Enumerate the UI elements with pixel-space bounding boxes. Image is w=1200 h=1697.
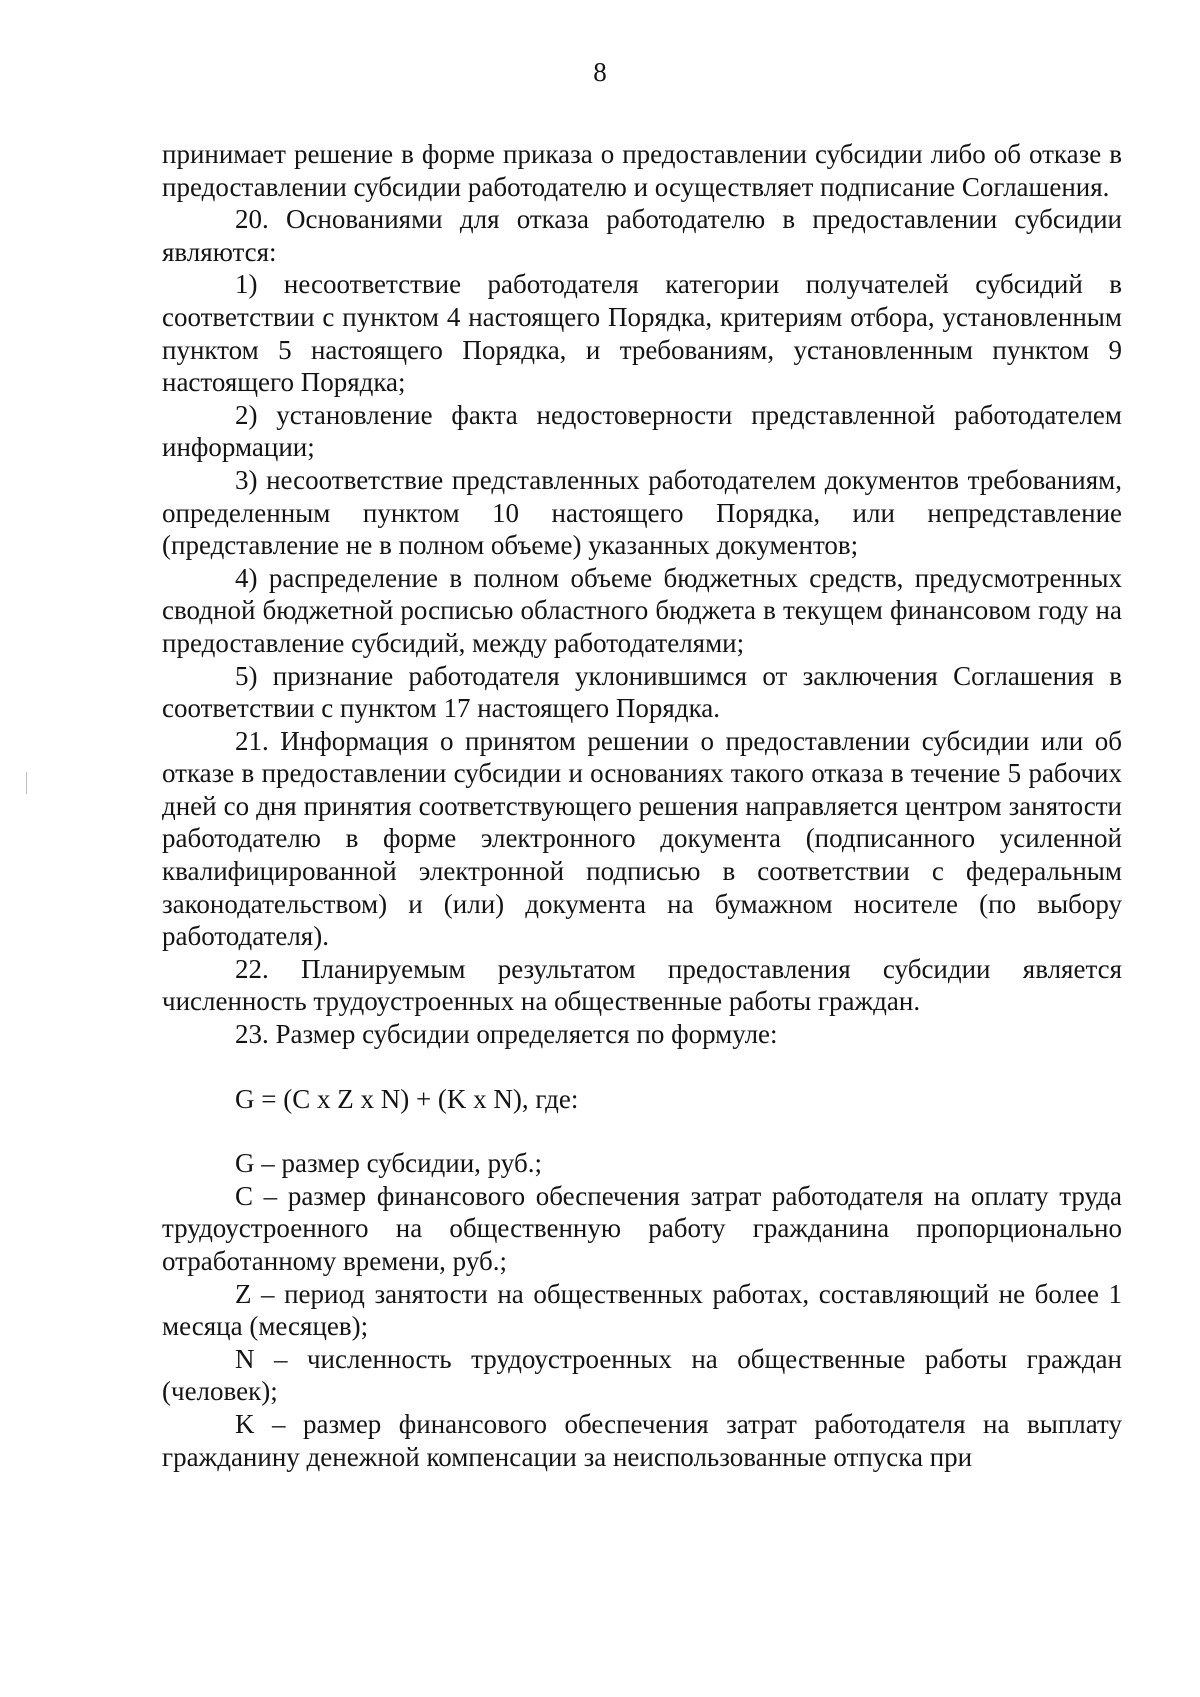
paragraph-subitem-5: 5) признание работодателя уклонившимся от заключения Соглашения в соответствии с пунктом 17 настоящего Порядка. [162, 660, 1122, 724]
paragraph-item-21: 21. Информация о принятом решении о предоставлении субсидии или об отказе в предоставлении субсидии и основаниях такого отказа в течение 5 рабочих дней со дня принятия соответствующего решения направляется центром занятости работодателю в форме электронного документа (подписанного усиленной квалифицированной электронной подписью в соответствии с федеральным законодательством) и (или) документа на бумажном носителе (по выбору работодателя). [162, 725, 1122, 952]
paragraph-continuation: принимает решение в форме приказа о предоставлении субсидии либо об отказе в предоставлении субсидии работодателю и осуществляет подписание Соглашения. [162, 139, 1122, 202]
paragraph-item-20: 20. Основаниями для отказа работодателю в предоставлении субсидии являются: [162, 204, 1122, 267]
definition-n: N – численность трудоустроенных на общественные работы граждан (человек); [162, 1343, 1122, 1407]
paragraph-subitem-3: 3) несоответствие представленных работодателем документов требованиям, определенным пунктом 10 настоящего Порядка, или непредставление (представление не в полном объеме) указанных документов; [162, 464, 1122, 561]
definition-g: G – размер субсидии, руб.; [235, 1148, 542, 1179]
paragraph-subitem-4: 4) распределение в полном объеме бюджетных средств, предусмотренных сводной бюджетной росписью областного бюджета в текущем финансовом году на предоставление субсидий, между работодателями; [162, 562, 1122, 658]
definition-z: Z – период занятости на общественных работах, составляющий не более 1 месяца (месяцев); [162, 1278, 1122, 1342]
paragraph-item-22: 22. Планируемым результатом предоставления субсидии является численность трудоустроенных на общественные работы граждан. [162, 953, 1122, 1017]
definition-k: K – размер финансового обеспечения затрат работодателя на выплату гражданину денежной компенсации за неиспользованные отпуска при [162, 1408, 1122, 1472]
definition-c: C – размер финансового обеспечения затрат работодателя на оплату труда трудоустроенного на общественную работу гражданина пропорционально отработанному времени, руб.; [162, 1180, 1122, 1276]
document-body [162, 138, 1122, 1473]
margin-mark [26, 772, 27, 794]
paragraph-subitem-2: 2) установление факта недостоверности представленной работодателем информации; [162, 399, 1122, 463]
paragraph-item-23: 23. Размер субсидии определяется по формуле: [235, 1019, 778, 1050]
page-number: 8 [593, 57, 607, 87]
paragraph-subitem-1: 1) несоответствие работодателя категории получателей субсидий в соответствии с пунктом 4 настоящего Порядка, критериям отбора, установленным пунктом 5 настоящего Порядка, и требованиям, установленным пунктом 9 настоящего Порядка; [162, 269, 1122, 398]
subsidy-formula: G = (C x Z x N) + (K x N), где: [235, 1083, 579, 1114]
